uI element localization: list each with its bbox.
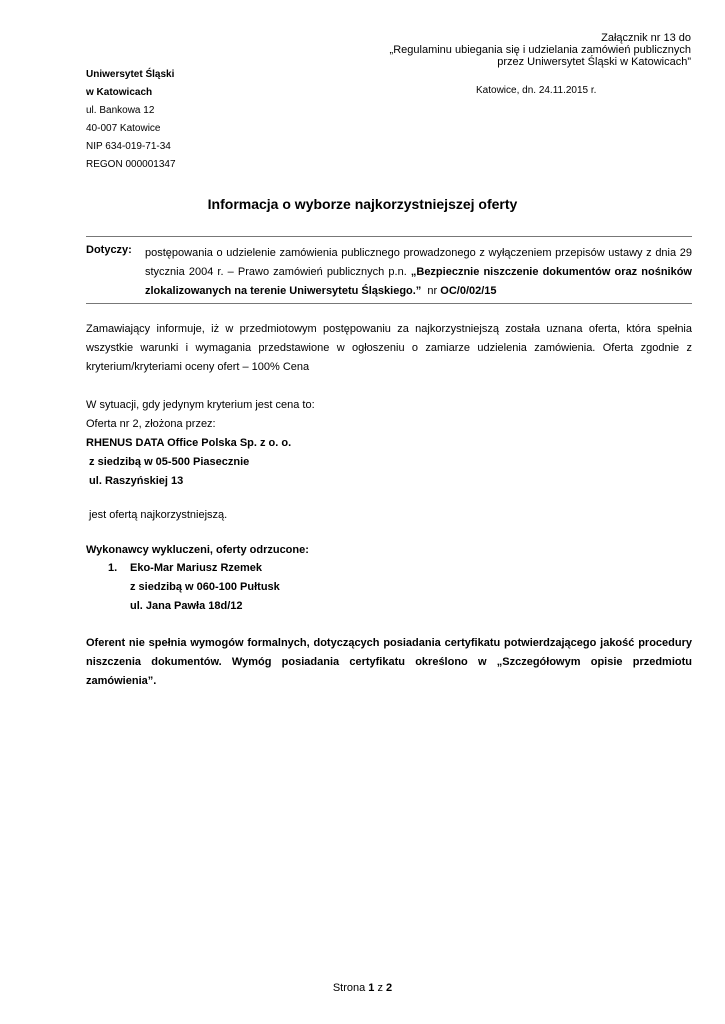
sender-name-2: w Katowicach [86, 87, 153, 98]
winner-seat: z siedzibą w 05-500 Piasecznie [86, 456, 250, 468]
excluded-item-street: ul. Jana Pawła 18d/12 [130, 600, 243, 612]
footer-mid: z [374, 982, 387, 994]
footer-page-total: 2 [386, 982, 393, 994]
sender-name-1: Uniwersytet Śląski [86, 69, 175, 80]
excluded-item-seat: z siedzibą w 060-100 Pułtusk [130, 581, 280, 593]
sender-nip: NIP 634-019-71-34 [86, 141, 171, 152]
winner-section [86, 396, 692, 491]
excluded-item-first-line [108, 559, 280, 578]
subject-nr-prefix: nr [421, 285, 441, 297]
excluded-list-item [108, 559, 280, 616]
document-title: Informacja o wyborze najkorzystniejszej oferty [207, 196, 518, 212]
sender-city: 40-007 Katowice [86, 123, 161, 134]
subject-nr-value: OC/0/02/15 [440, 285, 497, 297]
subject-title: „Bezpiecznie niszczenie dokumentów oraz nośników zlokalizowanych na terenie Uniwersytetu Śląskiego.” [145, 266, 692, 297]
winner-situation: W sytuacji, gdy jedynym kryterium jest cena to: [86, 399, 315, 411]
sender-block [86, 66, 176, 174]
document-date: Katowice, dn. 24.11.2015 r. [476, 85, 597, 96]
intro-paragraph: Zamawiający informuje, iż w przedmiotowym postępowaniu za najkorzystniejszą została uznana oferta, która spełnia wszystkie warunki i wymagania przedstawione w ogłoszeniu o zamiarze udzielenia zamówienia. Oferta zgodnie z kryterium/kryteriami oceny ofert – 100% Cena [86, 323, 692, 373]
excluded-item-name: Eko-Mar Mariusz Rzemek [130, 562, 263, 574]
excluded-heading: Wykonawcy wykluczeni, oferty odrzucone: [86, 544, 309, 556]
subject-plain: postępowania o udzielenie zamówienia publicznego prowadzonego z wyłączeniem przepisów ustawy z dnia 29 stycznia 2004 r. – Prawo zamówień publicznych p.n. [145, 247, 692, 278]
winner-street: ul. Raszyńskiej 13 [86, 475, 184, 487]
page-footer [0, 982, 725, 994]
subject-top-rule [86, 236, 692, 237]
attachment-header [390, 32, 691, 68]
winner-conclusion: jest ofertą najkorzystniejszą. [86, 509, 228, 521]
footer-prefix: Strona [332, 982, 369, 994]
subject-text [145, 244, 692, 301]
attachment-line-2: „Regulaminu ubiegania się i udzielania zamówień publicznych [389, 44, 691, 56]
excluded-item-number: 1. [108, 562, 118, 574]
winner-company: RHENUS DATA Office Polska Sp. z o. o. [86, 437, 292, 449]
subject-label: Dotyczy: [86, 244, 132, 256]
subject-bottom-rule [86, 303, 692, 304]
sender-street: ul. Bankowa 12 [86, 105, 155, 116]
reason-paragraph: Oferent nie spełnia wymogów formalnych, dotyczących posiadania certyfikatu potwierdzającego jakość procedury niszczenia dokumentów. Wymóg posiadania certyfikatu określono w „Szczegółowym opisie przedmiotu zamówienia”. [86, 637, 692, 687]
attachment-line-3: przez Uniwersytet Śląski w Katowicach” [497, 56, 691, 68]
winner-offer-number: Oferta nr 2, złożona przez: [86, 418, 216, 430]
attachment-line-1: Załącznik nr 13 do [601, 32, 691, 44]
sender-regon: REGON 000001347 [86, 159, 176, 170]
footer-page-number: 1 [368, 982, 375, 994]
